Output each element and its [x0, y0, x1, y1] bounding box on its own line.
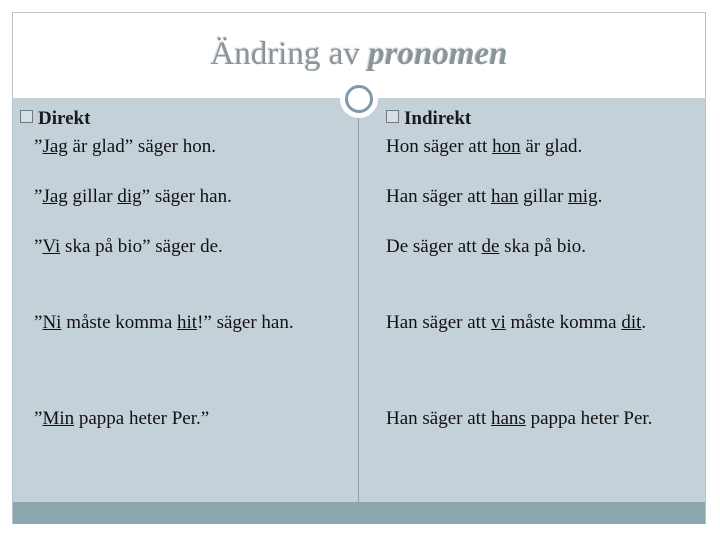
- pronoun-word: hans: [490, 408, 526, 429]
- sentence-text: Han säger att: [386, 186, 491, 207]
- heading-indirekt: [386, 108, 471, 130]
- sentence-text: gillar: [67, 186, 118, 207]
- column-divider: [358, 99, 359, 502]
- heading-indirekt-label: Indirekt: [404, 108, 472, 129]
- sentence-text: är glad” säger hon.: [67, 136, 217, 157]
- pronoun-word: dit: [621, 312, 642, 333]
- bullet-icon: [386, 110, 399, 123]
- pronoun-word: de: [481, 236, 500, 257]
- pronoun-word: dig: [117, 186, 142, 207]
- sentence-text: ”: [34, 408, 43, 429]
- sentence-text: Han säger att: [386, 312, 491, 333]
- heading-direkt: [20, 108, 90, 130]
- sentence-text: ”: [34, 236, 43, 257]
- sentence-text: ”: [34, 136, 43, 157]
- sentence-text: pappa heter Per.: [525, 408, 653, 429]
- pronoun-word: Min: [42, 408, 75, 429]
- indirect-sentence-1: [386, 138, 686, 156]
- indirect-sentence-4: [386, 314, 681, 332]
- pronoun-word: Ni: [42, 312, 62, 333]
- pronoun-word: hon: [492, 136, 521, 157]
- circle-ornament-icon: [340, 80, 378, 118]
- direct-sentence-4: [34, 314, 309, 332]
- sentence-text: De säger att: [386, 236, 482, 257]
- pronoun-word: Vi: [42, 236, 61, 257]
- bullet-icon: [20, 110, 33, 123]
- direct-sentence-2: [34, 188, 334, 206]
- sentence-text: Hon säger att: [386, 136, 493, 157]
- pronoun-word: Jag: [42, 136, 68, 157]
- title-bold: pronomen: [368, 36, 508, 72]
- sentence-text: Han säger att: [386, 408, 491, 429]
- slide-title: [12, 36, 706, 73]
- sentence-text: är glad.: [520, 136, 583, 157]
- sentence-text: gillar: [518, 186, 569, 207]
- sentence-text: måste komma: [61, 312, 177, 333]
- pronoun-word: mig: [568, 186, 598, 207]
- sentence-text: ska på bio.: [499, 236, 586, 257]
- sentence-text: .: [597, 186, 603, 207]
- direct-sentence-5: [34, 410, 334, 428]
- pronoun-word: Jag: [42, 186, 68, 207]
- indirect-sentence-5: [386, 410, 686, 428]
- content-panel: [13, 99, 705, 502]
- sentence-text: ”: [34, 312, 43, 333]
- sentence-text: !” säger han.: [197, 312, 294, 333]
- pronoun-word: hit: [177, 312, 198, 333]
- sentence-text: ” säger han.: [141, 186, 232, 207]
- sentence-text: ska på bio” säger de.: [60, 236, 223, 257]
- sentence-text: .: [641, 312, 647, 333]
- direct-sentence-3: [34, 238, 334, 256]
- pronoun-word: han: [490, 186, 519, 207]
- heading-direkt-label: Direkt: [38, 108, 91, 129]
- sentence-text: måste komma: [505, 312, 622, 333]
- direct-sentence-1: [34, 138, 334, 156]
- title-plain: Ändring av: [210, 36, 369, 72]
- sentence-text: pappa heter Per.”: [74, 408, 210, 429]
- pronoun-word: vi: [490, 312, 506, 333]
- indirect-sentence-3: [386, 238, 686, 256]
- sentence-text: ”: [34, 186, 43, 207]
- footer-bar: [13, 502, 705, 524]
- indirect-sentence-2: [386, 188, 686, 206]
